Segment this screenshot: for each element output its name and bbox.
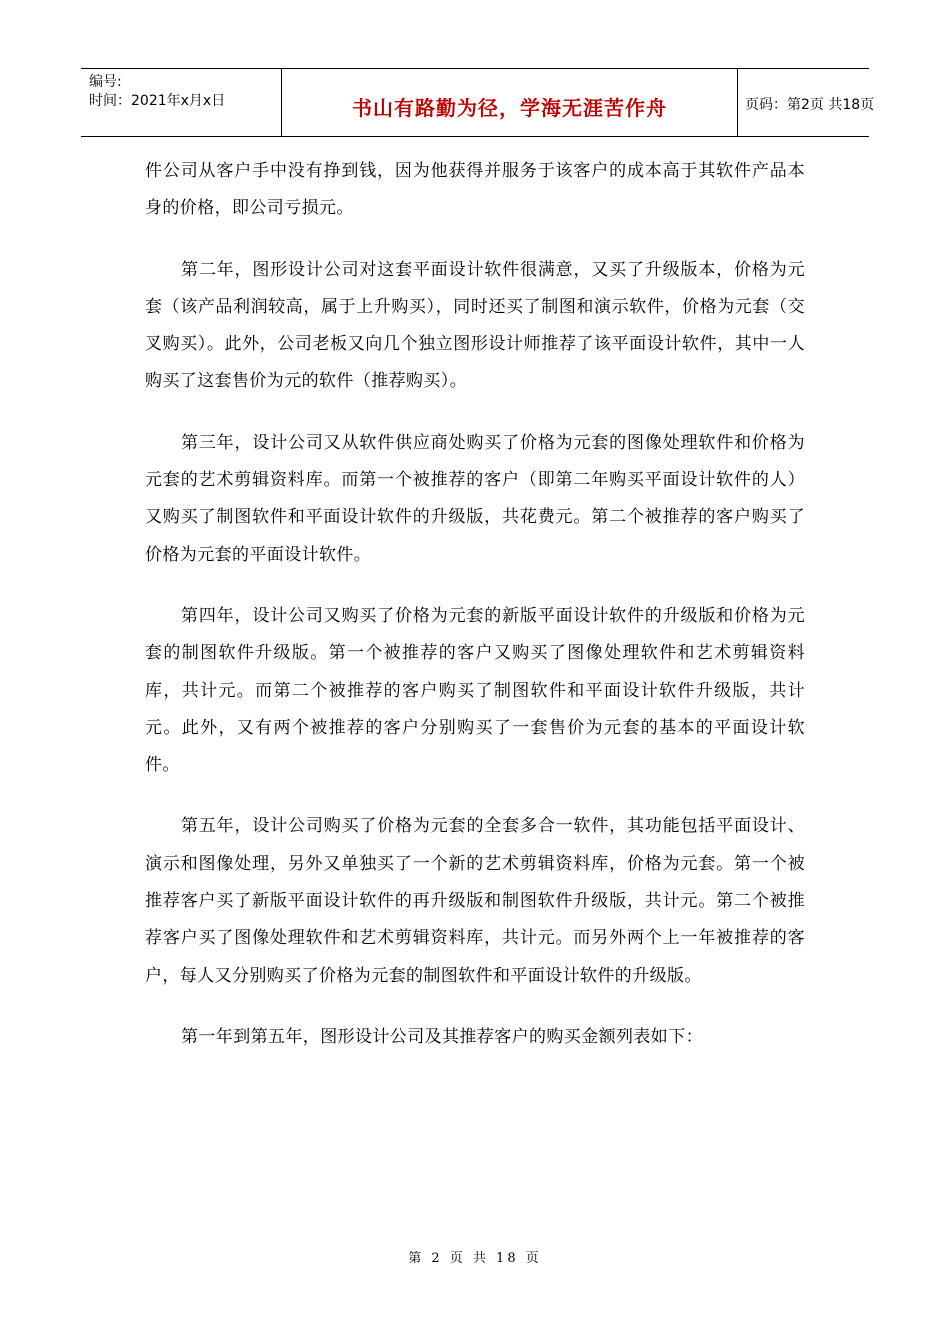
body-paragraph-continuation: 件公司从客户手中没有挣到钱，因为他获得并服务于该客户的成本高于其软件产品本身的价格，即公司亏损元。: [145, 161, 805, 219]
body-paragraph-summary: 第一年到第五年，图形设计公司及其推荐客户的购买金额列表如下：: [181, 1026, 703, 1047]
document-body: [145, 153, 805, 1080]
document-number-label: 编号:: [89, 74, 122, 90]
document-time-label: 时间：2021年x月x日: [89, 93, 226, 109]
page-header: [81, 68, 875, 137]
header-motto: 书山有路勤为径，学海无涯苦作舟: [352, 96, 667, 120]
page-footer: 第 2 页 共 18 页: [408, 1251, 542, 1266]
header-middle-cell: [281, 69, 738, 136]
header-left-cell: [81, 69, 281, 136]
body-paragraph-year-four: 第四年，设计公司又购买了价格为元套的新版平面设计软件的升级版和价格为元套的制图软件升级版。第一个被推荐的客户又购买了图像处理软件和艺术剪辑资料库，共计元。而第二个被推荐的客户购买了制图软件和平面设计软件升级版，共计元。此外，又有两个被推荐的客户分别购买了一套售价为元套的基本的平面设计软件。: [145, 605, 805, 776]
body-paragraph-year-two: 第二年，图形设计公司对这套平面设计软件很满意，又买了升级版本，价格为元套（该产品利润较高，属于上升购买），同时还买了制图和演示软件，价格为元套（交叉购买）。此外，公司老板又向几个独立图形设计师推荐了该平面设计软件，其中一人购买了这套售价为元的软件（推荐购买）。: [145, 259, 805, 392]
header-right-cell: [737, 69, 875, 136]
body-paragraph-year-three: 第三年，设计公司又从软件供应商处购买了价格为元套的图像处理软件和价格为元套的艺术剪辑资料库。而第一个被推荐的客户（即第二年购买平面设计软件的人）又购买了制图软件和平面设计软件的升级版，共花费元。第二个被推荐的客户购买了价格为元套的平面设计软件。: [145, 432, 805, 565]
header-page-info: 页码：第2页 共18页: [745, 97, 875, 113]
body-paragraph-year-five: 第五年，设计公司购买了价格为元套的全套多合一软件，其功能包括平面设计、演示和图像处理，另外又单独买了一个新的艺术剪辑资料库，价格为元套。第一个被推荐客户买了新版平面设计软件的再升级版和制图软件升级版，共计元。第二个被推荐客户买了图像处理软件和艺术剪辑资料库，共计元。而另外两个上一年被推荐的客户，每人又分别购买了价格为元套的制图软件和平面设计软件的升级版。: [145, 816, 805, 986]
